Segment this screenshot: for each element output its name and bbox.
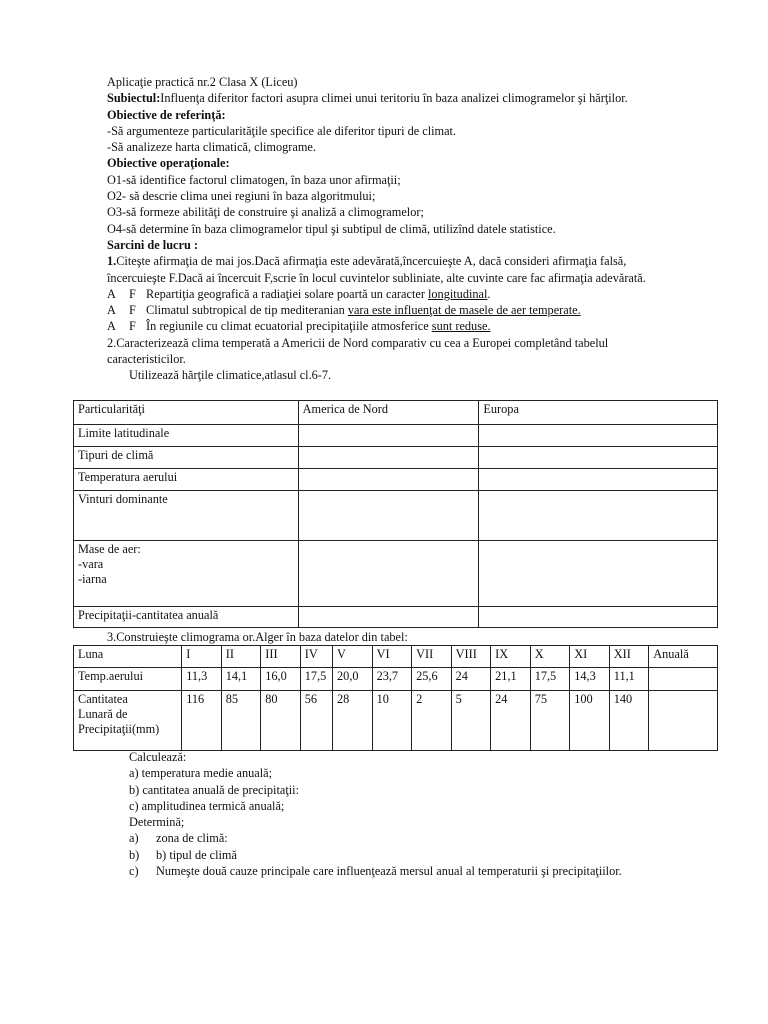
month-cell: II [221, 646, 261, 668]
annual-prec-cell[interactable] [649, 691, 718, 751]
answer-cell[interactable] [479, 491, 718, 541]
row-label: Temperatura aerului [74, 469, 299, 491]
option-f[interactable]: F [129, 286, 136, 301]
task3-text: 3.Construieşte climograma or.Alger în baza datelor din tabel: [107, 630, 408, 644]
statement-3-underlined: sunt reduse. [431, 319, 491, 334]
op-objectives-heading: Obiective operaţionale: [107, 156, 230, 171]
determine-a [107, 830, 717, 846]
luna-label: Luna [74, 646, 182, 668]
prec-cell: 116 [182, 691, 222, 751]
statement-2 [107, 302, 717, 318]
prec-cell: 80 [261, 691, 301, 751]
month-cell: VII [412, 646, 452, 668]
op-objective-1: O1-să identifice factorul climatogen, în baza unor afirmaţii; [107, 172, 401, 187]
mase-iarna: -iarna [78, 572, 107, 586]
temp-cell: 17,5 [530, 668, 570, 691]
temp-cell: 21,1 [491, 668, 531, 691]
op-objective-4: O4-să determine în baza climogramelor tipul şi subtipul de climă, utilizînd datele statistice. [107, 221, 556, 236]
month-cell: XI [570, 646, 610, 668]
subject-line [107, 90, 717, 106]
calc-a: a) temperatura medie anuală; [129, 766, 273, 781]
prec-label [74, 691, 182, 751]
temp-cell: 24 [451, 668, 491, 691]
prec-cell: 2 [412, 691, 452, 751]
worksheet-text [107, 74, 717, 384]
subject-text: Influenţa diferitor factori asupra climei unui teritoriu în baza analizei climogramelor şi hărţilor. [160, 91, 628, 106]
subject-label: Subiectul: [107, 91, 161, 106]
table-row [74, 447, 718, 469]
option-a[interactable]: A [107, 319, 116, 334]
temp-cell: 11,1 [609, 668, 649, 691]
temp-cell: 20,0 [333, 668, 373, 691]
table-row [74, 425, 718, 447]
table-row [74, 491, 718, 541]
month-cell: V [333, 646, 373, 668]
temp-label: Temp.aerului [74, 668, 182, 691]
month-cell: XII [609, 646, 649, 668]
statement-2-text: Climatul subtropical de tip mediteranian [146, 303, 348, 318]
annual-temp-cell[interactable] [649, 668, 718, 691]
statement-1 [107, 286, 717, 302]
ref-objective-2: -Să analizeze harta climatică, climograme. [107, 140, 316, 155]
temp-cell: 16,0 [261, 668, 301, 691]
month-cell: I [182, 646, 222, 668]
row-label: Vinturi dominante [74, 491, 299, 541]
temp-cell: 23,7 [372, 668, 412, 691]
ref-objectives-heading: Obiective de referinţă: [107, 107, 226, 122]
op-objective-2: O2- să descrie clima unei regiuni în baza algoritmului; [107, 189, 376, 204]
task1-text-1: Citeşte afirmaţia de mai jos.Dacă afirmaţia este adevărată,încercuieşte A, dacă consideri afirmaţia falsă, [116, 254, 627, 269]
option-f[interactable]: F [129, 319, 136, 334]
worksheet-title: Aplicaţie practică nr.2 Clasa X (Liceu) [107, 75, 298, 89]
table-row [74, 541, 718, 607]
statement-2-underlined: vara este influenţat de masele de aer temperate. [347, 303, 581, 318]
calculation-section [107, 749, 717, 879]
task1-line1 [107, 253, 717, 269]
answer-cell[interactable] [298, 491, 479, 541]
task2-line2: caracteristicilor. [107, 352, 186, 367]
determine-a-key: a) [129, 831, 139, 846]
prec-cell: 28 [333, 691, 373, 751]
temp-row [74, 668, 718, 691]
determine-b [107, 847, 717, 863]
prec-cell: 24 [491, 691, 531, 751]
row-label: Tipuri de climă [74, 447, 299, 469]
answer-cell[interactable] [479, 425, 718, 447]
prec-cell: 85 [221, 691, 261, 751]
op-objective-3: O3-să formeze abilităţi de construire şi analiză a climogramelor; [107, 205, 424, 220]
answer-cell[interactable] [298, 425, 479, 447]
mase-title: Mase de aer: [78, 542, 141, 556]
month-cell: IX [491, 646, 531, 668]
header-cell: Europa [479, 401, 718, 425]
row-label: Limite latitudinale [74, 425, 299, 447]
temp-cell: 17,5 [300, 668, 332, 691]
answer-cell[interactable] [479, 607, 718, 628]
temp-cell: 14,1 [221, 668, 261, 691]
prec-cell: 100 [570, 691, 610, 751]
prec-cell: 5 [451, 691, 491, 751]
ref-objective-1: -Să argumenteze particularităţile specifice ale diferitor tipuri de climat. [107, 123, 457, 138]
calc-heading: Calculează: [129, 750, 187, 764]
determine-heading: Determină; [129, 815, 185, 830]
statement-1-end: . [487, 286, 491, 301]
prec-label-line3: Precipitaţii(mm) [78, 722, 160, 736]
determine-b-text: b) tipul de climă [156, 847, 237, 862]
statement-3 [107, 318, 717, 334]
answer-cell[interactable] [479, 469, 718, 491]
month-cell: X [530, 646, 570, 668]
temp-cell: 11,3 [182, 668, 222, 691]
statement-1-underlined: longitudinal [427, 286, 488, 301]
prec-row [74, 691, 718, 751]
statement-1-text: Repartiţia geografică a radiaţiei solare poartă un caracter [146, 286, 428, 301]
determine-a-text: zona de climă: [156, 831, 228, 846]
answer-cell[interactable] [298, 541, 479, 607]
month-cell: III [261, 646, 301, 668]
answer-cell[interactable] [298, 469, 479, 491]
answer-cell[interactable] [479, 447, 718, 469]
tasks-heading: Sarcini de lucru : [107, 237, 198, 252]
prec-cell: 140 [609, 691, 649, 751]
answer-cell[interactable] [298, 607, 479, 628]
table-header-row [74, 401, 718, 425]
mase-vara: -vara [78, 557, 104, 571]
statement-3-text: În regiunile cu climat ecuatorial precipitaţiile atmosferice [146, 319, 432, 334]
table-row [74, 469, 718, 491]
determine-b-key: b) [129, 847, 140, 862]
temp-cell: 14,3 [570, 668, 610, 691]
prec-label-line1: Cantitatea [78, 692, 128, 706]
row-label: Precipitaţii-cantitatea anuală [74, 607, 299, 628]
task1-number: 1. [107, 254, 117, 269]
prec-cell: 56 [300, 691, 332, 751]
determine-c [107, 863, 717, 879]
alger-climate-table [73, 645, 718, 751]
month-cell: IV [300, 646, 332, 668]
climate-comparison-table [73, 400, 718, 628]
month-cell: VIII [451, 646, 491, 668]
determine-c-text: Numeşte două cauze principale care influenţează mersul anual al temperaturii şi precipitaţiilor. [156, 864, 622, 879]
task2-line3: Utilizează hărţile climatice,atlasul cl.6-7. [129, 368, 332, 383]
header-cell: Particularităţi [74, 401, 299, 425]
answer-cell[interactable] [298, 447, 479, 469]
temp-cell: 25,6 [412, 668, 452, 691]
task2-line1: 2.Caracterizează clima temperată a Americii de Nord comparativ cu cea a Europei completând tabelul [107, 335, 609, 350]
answer-cell[interactable] [479, 541, 718, 607]
calc-c: c) amplitudinea termică anuală; [129, 798, 285, 813]
determine-c-key: c) [129, 864, 139, 879]
row-label [74, 541, 299, 607]
annual-header: Anuală [649, 646, 718, 668]
calc-b: b) cantitatea anuală de precipitaţii: [129, 782, 300, 797]
prec-label-line2: Lunară de [78, 707, 128, 721]
task1-line2: încercuieşte F.Dacă ai încercuit F,scrie în locul cuvintelor subliniate, alte cuvinte care fac afirmaţia adevărată. [107, 270, 646, 285]
option-a[interactable]: A [107, 303, 116, 318]
option-f[interactable]: F [129, 303, 136, 318]
month-cell: VI [372, 646, 412, 668]
months-row [74, 646, 718, 668]
table-row [74, 607, 718, 628]
header-cell: America de Nord [298, 401, 479, 425]
option-a[interactable]: A [107, 286, 116, 301]
prec-cell: 75 [530, 691, 570, 751]
prec-cell: 10 [372, 691, 412, 751]
